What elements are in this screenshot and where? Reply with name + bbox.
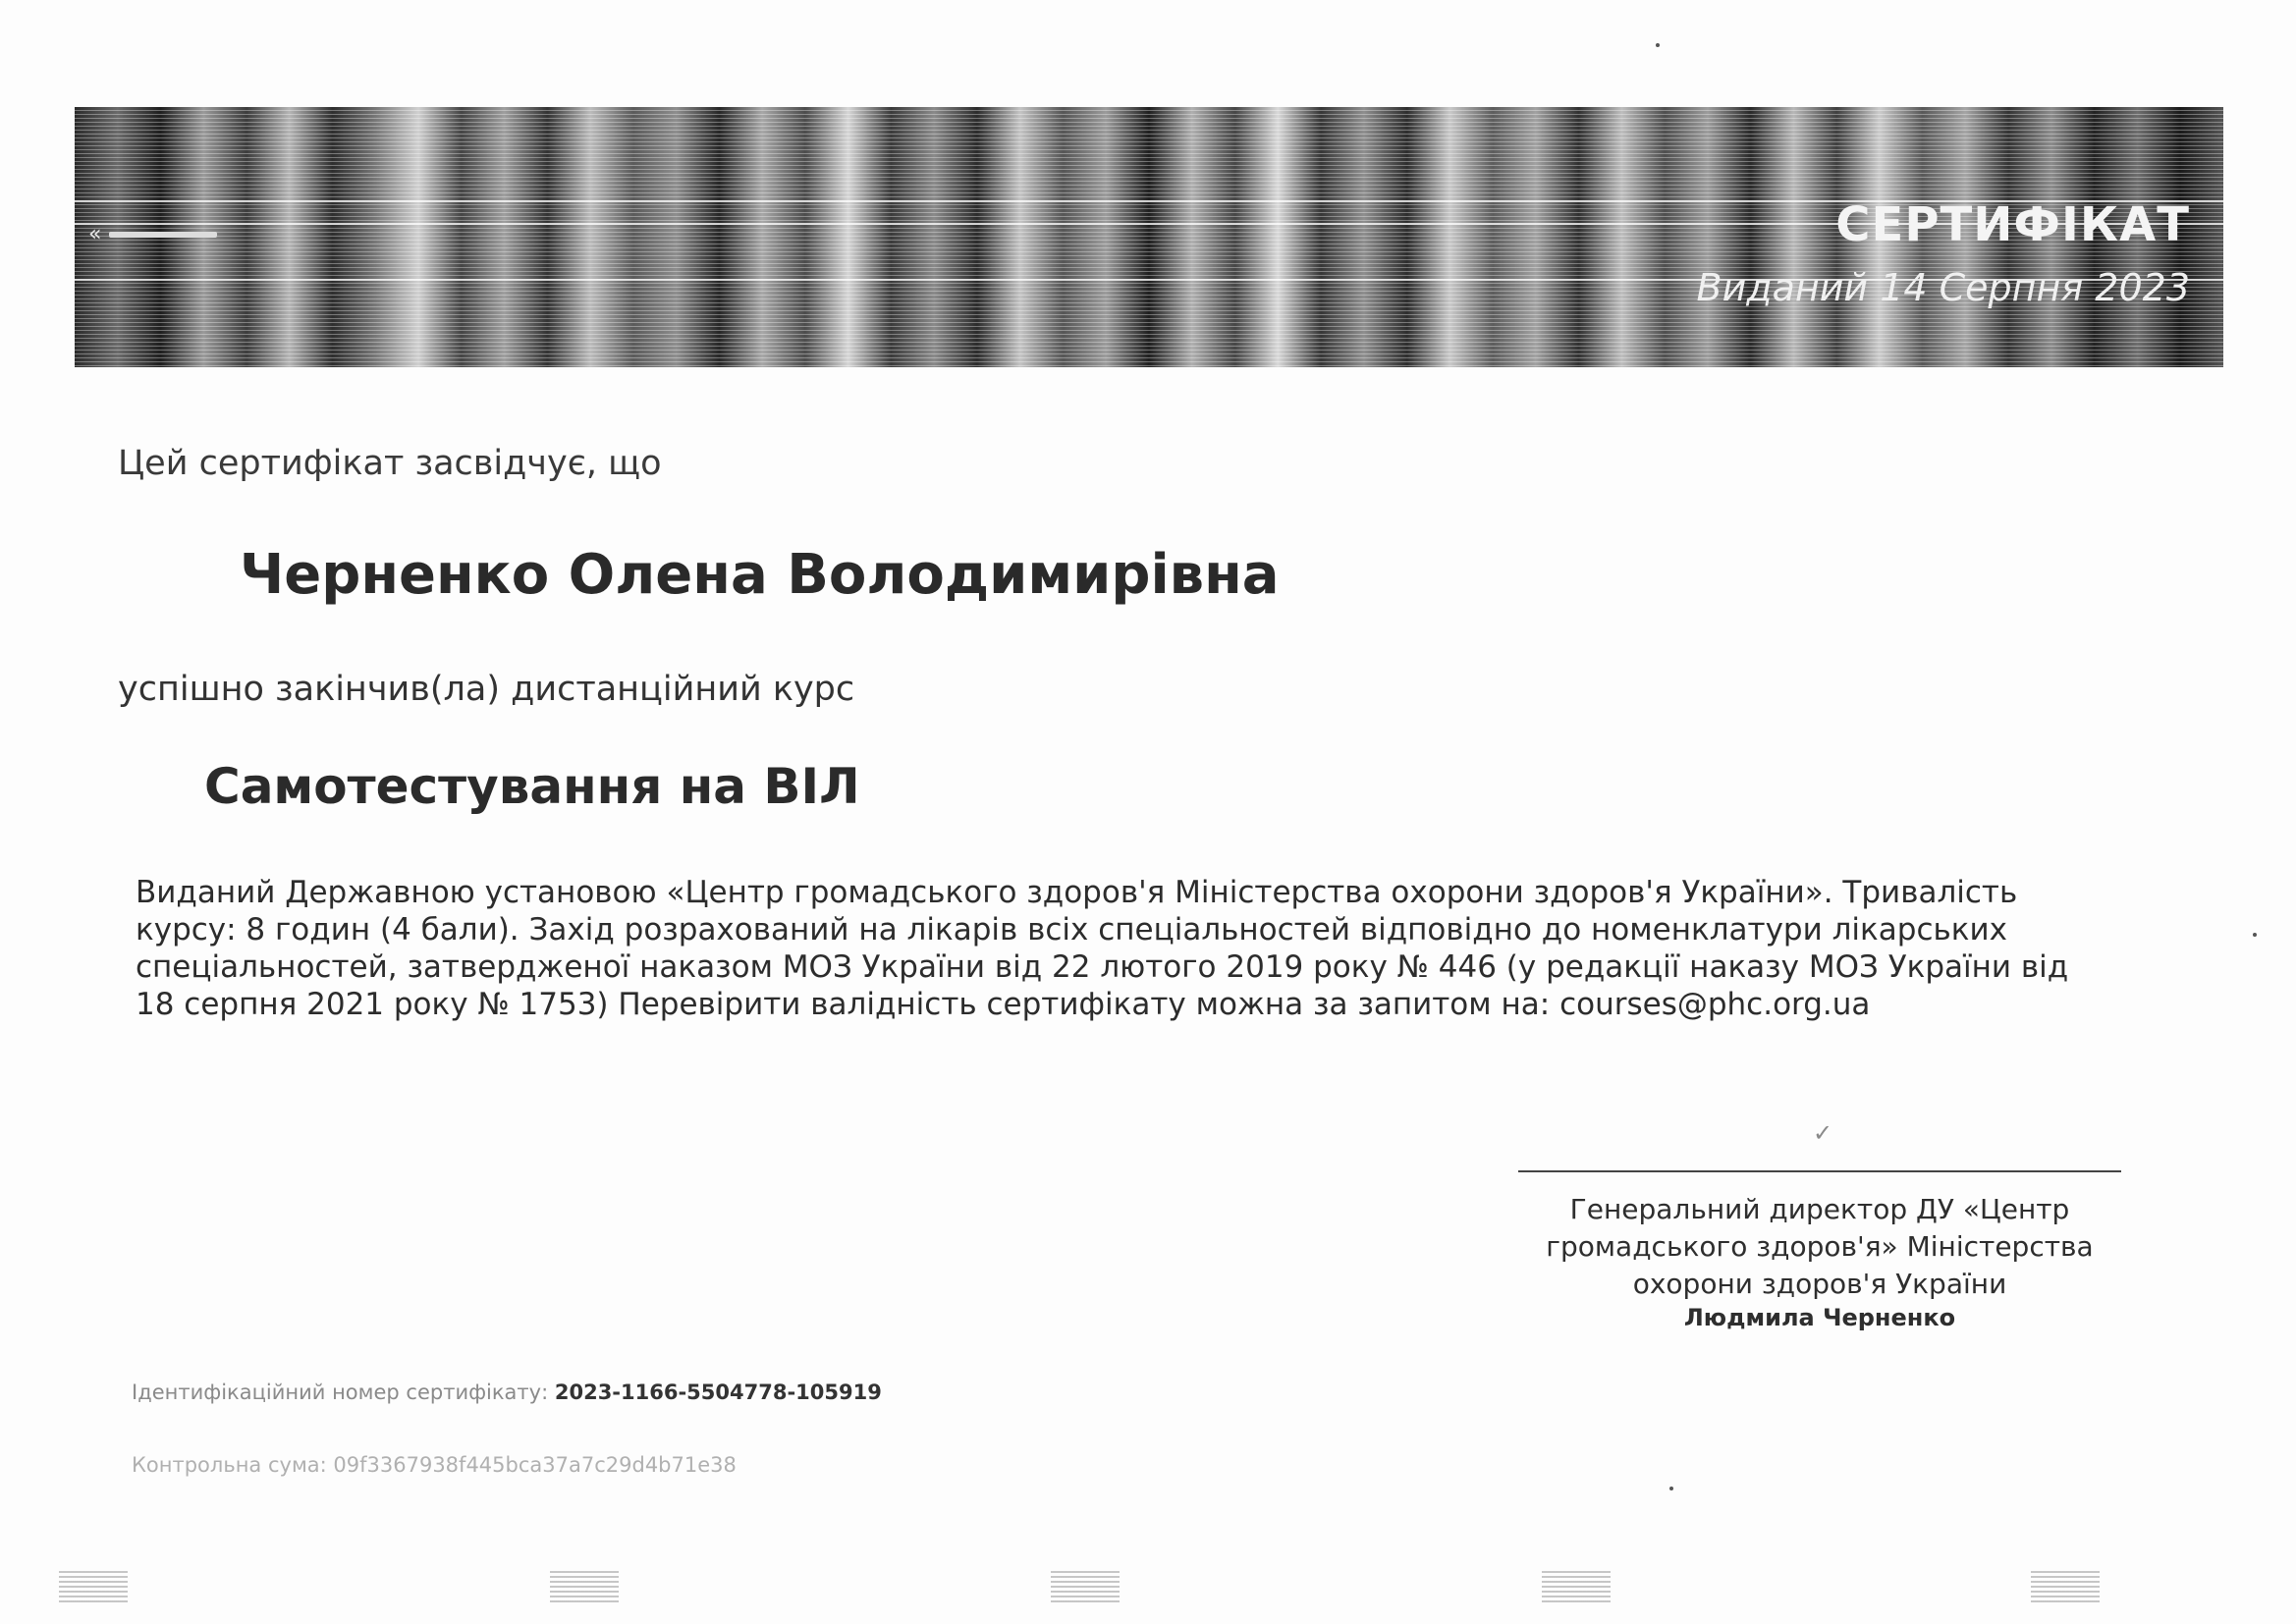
certificate-id: [132, 1380, 882, 1404]
certificate-banner: [75, 107, 2223, 367]
logo-bar: [109, 232, 217, 238]
course-description: Виданий Державною установою «Центр громадського здоров'я Міністерства охорони здоров'я України». Тривалість курсу: 8 годин (4 бали). Захід розрахований на лікарів всіх спеціальностей відповідно до номенклатури лікарських спеціальностей, затвердженої наказом МОЗ України від 22 лютого 2019 року № 446 (у редакції наказу МОЗ України від 18 серпня 2021 року № 1753) Перевірити валідність сертифікату можна за запитом на: courses@phc.org.ua: [136, 875, 2069, 1022]
scan-mark: [1051, 1571, 1120, 1604]
scan-mark: [1542, 1571, 1611, 1604]
scan-mark: [550, 1571, 619, 1604]
scan-mark: [2031, 1571, 2100, 1604]
scan-speck: [1669, 1487, 1673, 1490]
arrow-logo-icon: «: [88, 222, 102, 246]
course-title: Самотестування на ВІЛ: [204, 758, 860, 815]
signer-name: Людмила Черненко: [1683, 1304, 1956, 1331]
signer-title: Генеральний директор ДУ «Центр громадського здоров'я» Міністерства охорони здоров'я України: [1546, 1193, 2094, 1300]
signature-mark: ✓: [1813, 1119, 1833, 1147]
issued-date: Виданий 14 Серпня 2023: [1696, 266, 2190, 309]
banner-logo: [88, 223, 236, 246]
certificate-id-label: Ідентифікаційний номер сертифікату:: [132, 1380, 549, 1404]
signature-line: [1518, 1170, 2121, 1172]
certificate-id-value: 2023-1166-5504778-105919: [554, 1380, 882, 1404]
scan-speck: [1656, 43, 1660, 47]
intro-text: Цей сертифікат засвідчує, що: [118, 444, 662, 483]
certificate-title: СЕРТИФІКАТ: [1835, 197, 2190, 252]
certificate-hash: Контрольна сума: 09f3367938f445bca37a7c29d4b71e38: [132, 1453, 737, 1477]
scan-mark: [59, 1571, 128, 1604]
scan-speck: [2253, 933, 2257, 937]
completed-text: успішно закінчив(ла) дистанційний курс: [118, 670, 855, 709]
recipient-name: Черненко Олена Володимирівна: [240, 543, 1280, 607]
